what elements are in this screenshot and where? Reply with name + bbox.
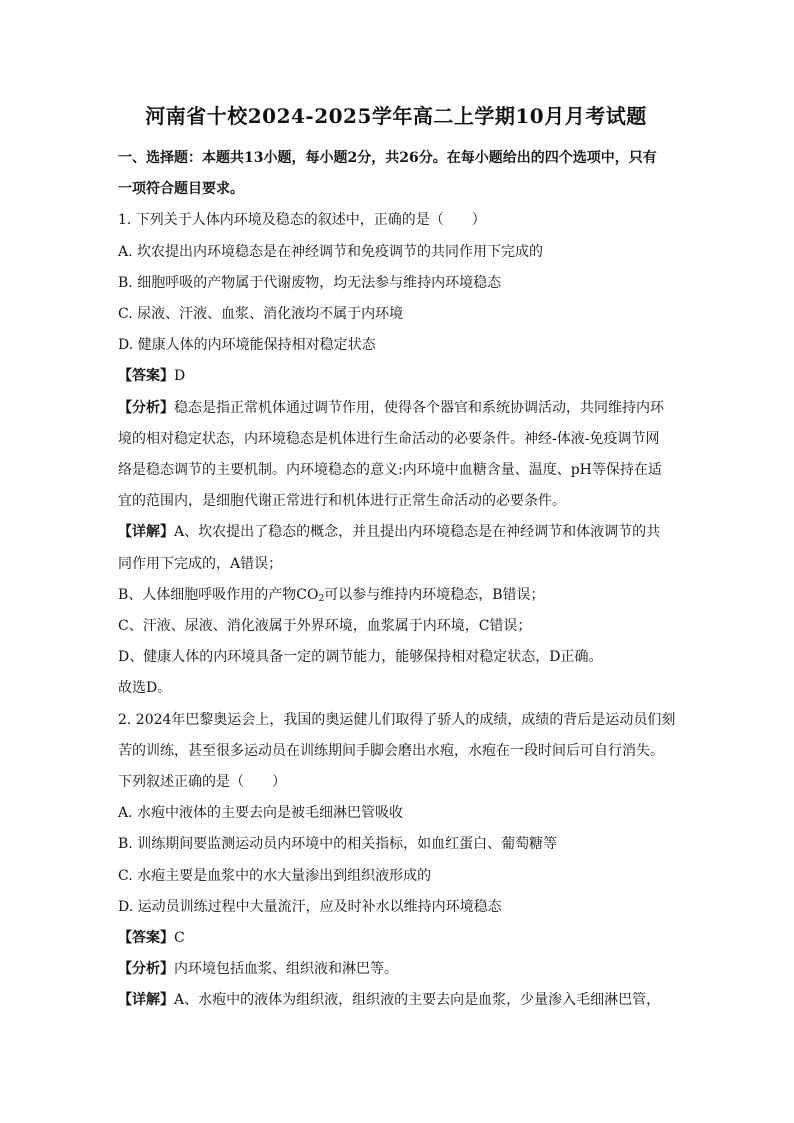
q2-stem-line-2: 苦的训练，甚至很多运动员在训练期间手脚会磨出水疱，水疱在一段时间后可自行消失。 bbox=[118, 742, 664, 759]
analysis-text: 稳态是指正常机体通过调节作用，使得各个器官和系统协调活动，共同维持内环 bbox=[174, 399, 664, 416]
analysis-text: 内环境包括血浆、组织液和淋巴等。 bbox=[174, 961, 398, 978]
q1-detail-b bbox=[118, 580, 674, 611]
q1-detail-line-1 bbox=[118, 517, 674, 548]
detail-text: A、水疱中的液体为组织液，组织液的主要去向是血浆，少量渗入毛细淋巴管， bbox=[174, 992, 661, 1009]
q2-option-d: D. 运动员训练过程中大量流汗，应及时补水以维持内环境稳态 bbox=[118, 898, 502, 915]
detail-tag: 【详解】 bbox=[118, 992, 174, 1009]
q1-option-a: A. 坎农提出内环境稳态是在神经调节和免疫调节的共同作用下完成的 bbox=[118, 243, 544, 260]
detail-b-pre: B、人体细胞呼吸作用的产物CO bbox=[118, 586, 319, 603]
detail-b-post: 可以参与维持内环境稳态，B错误； bbox=[324, 586, 545, 603]
q1-option-d: D. 健康人体的内环境能保持相对稳定状态 bbox=[118, 337, 376, 354]
exam-title: 河南省十校2024-2025学年高二上学期10月月考试题 bbox=[145, 104, 647, 128]
analysis-tag: 【分析】 bbox=[118, 399, 174, 416]
q1-analysis-line-4: 宜的范围内，是细胞代谢正常进行和机体进行正常生命活动的必要条件。 bbox=[118, 493, 566, 510]
q2-detail bbox=[118, 985, 674, 1016]
q1-analysis-line-3: 络是稳态调节的主要机制。内环境稳态的意义:内环境中血糖含量、温度、pH等保持在适 bbox=[118, 462, 662, 479]
q2-answer bbox=[118, 923, 674, 954]
q2-option-a: A. 水疱中液体的主要去向是被毛细淋巴管吸收 bbox=[118, 805, 404, 822]
q1-stem: 1. 下列关于人体内环境及稳态的叙述中，正确的是（ ） bbox=[118, 212, 486, 229]
q1-conclusion: 故选D。 bbox=[118, 680, 172, 697]
detail-text: A、坎农提出了稳态的概念，并且提出内环境稳态是在神经调节和体液调节的共 bbox=[174, 524, 661, 541]
answer-tag: 【答案】 bbox=[118, 368, 174, 385]
q1-option-c: C. 尿液、汗液、血浆、消化液均不属于内环境 bbox=[118, 306, 404, 323]
q2-option-c: C. 水疱主要是血浆中的水大量渗出到组织液形成的 bbox=[118, 867, 432, 884]
q1-detail-d: D、健康人体的内环境具备一定的调节能力，能够保持相对稳定状态，D正确。 bbox=[118, 649, 603, 666]
q1-analysis-line-1 bbox=[118, 393, 674, 424]
q2-stem-line-1: 2. 2024年巴黎奥运会上，我国的奥运健儿们取得了骄人的成绩，成绩的背后是运动员们刻 bbox=[118, 711, 676, 728]
answer-tag: 【答案】 bbox=[118, 930, 174, 947]
q1-answer bbox=[118, 361, 674, 392]
q2-analysis bbox=[118, 954, 674, 985]
q1-detail-c: C、汗液、尿液、消化液属于外界环境，血浆属于内环境，C错误； bbox=[118, 618, 532, 635]
q2-option-b: B. 训练期间要监测运动员内环境中的相关指标，如血红蛋白、葡萄糖等 bbox=[118, 836, 558, 853]
answer-value: C bbox=[174, 930, 185, 947]
q2-stem-line-3: 下列叙述正确的是（ ） bbox=[118, 774, 286, 791]
co2-subscript: 2 bbox=[318, 593, 325, 604]
section-heading-cont: 一项符合题目要求。 bbox=[118, 181, 244, 198]
q1-option-b: B. 细胞呼吸的产物属于代谢废物，均无法参与维持内环境稳态 bbox=[118, 274, 502, 291]
detail-tag: 【详解】 bbox=[118, 524, 174, 541]
q1-analysis-line-2: 境的相对稳定状态，内环境稳态是机体进行生命活动的必要条件。神经-体液-免疫调节网 bbox=[118, 430, 660, 447]
answer-value: D bbox=[174, 368, 186, 385]
section-heading: 一、选择题：本题共13小题，每小题2分，共26分。在每小题给出的四个选项中，只有 bbox=[118, 150, 657, 166]
analysis-tag: 【分析】 bbox=[118, 961, 174, 978]
exam-page bbox=[118, 100, 674, 1017]
q1-detail-line-2: 同作用下完成的，A错误； bbox=[118, 555, 283, 572]
